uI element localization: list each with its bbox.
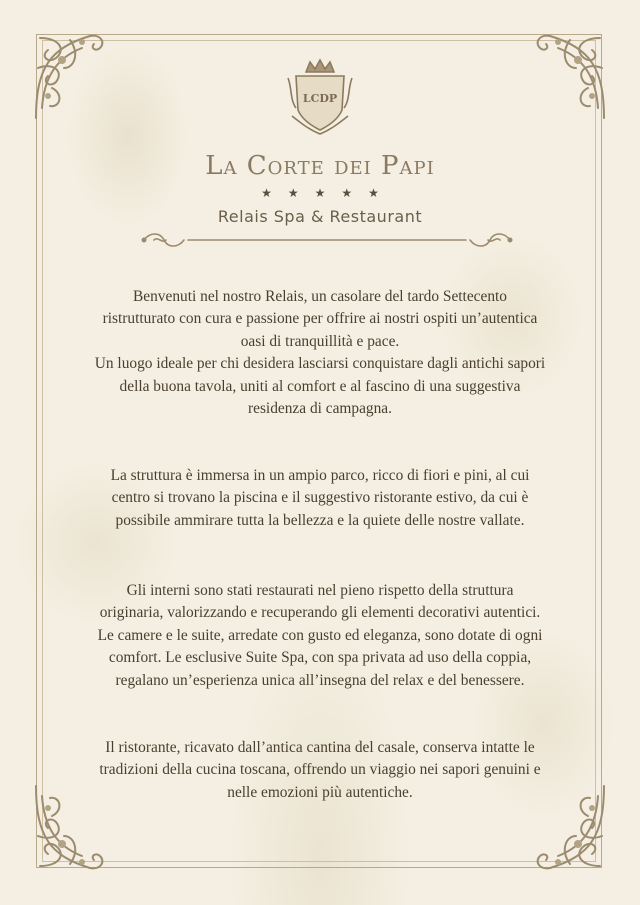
- paragraph-line: possibile ammirare tutta la bellezza e la quiete delle nostre vallate.: [115, 511, 525, 529]
- scroll-divider-icon: [140, 228, 514, 252]
- paragraph-line: centro si trovano la piscina e il suggestivo ristorante estivo, da cui è: [111, 489, 529, 507]
- interiors-paragraph: [70, 580, 570, 692]
- rating-stars: ★★★★★: [261, 186, 395, 200]
- flourish-corner-icon: [30, 28, 114, 124]
- paragraph-line: Il ristorante, ricavato dall’antica cantina del casale, conserva intatte le: [105, 739, 535, 756]
- paragraph-line: comfort. Le esclusive Suite Spa, con spa privata ad uso della coppia,: [108, 649, 532, 667]
- paragraph-line: regalano un’esperienza unica all’insegna del relax e del benessere.: [115, 671, 525, 689]
- brand-name: La Corte dei Papi: [205, 151, 435, 181]
- flourish-corner-icon: [526, 28, 610, 124]
- paragraph-line: residenza di campagna.: [247, 400, 392, 418]
- paragraph-line: Un luogo ideale per chi desidera lasciarsi conquistare dagli antichi sapori: [94, 355, 546, 373]
- paragraph-line: ristrutturato con cura e passione per offrire ai nostri ospiti un’autentica: [102, 310, 538, 328]
- paragraph-line: Gli interni sono stati restaurati nel pieno rispetto della struttura: [126, 582, 514, 599]
- crest-icon: [282, 58, 358, 138]
- paragraph-line: La struttura è immersa in un ampio parco, ricco di fiori e pini, al cui: [110, 467, 530, 484]
- paragraph-line: della buona tavola, uniti al comfort e al fascino di una suggestiva: [119, 377, 521, 395]
- paragraph-line: nelle emozioni più autentiche.: [227, 783, 413, 801]
- grounds-paragraph: [70, 465, 570, 532]
- paragraph-line: Le camere e le suite, arredate con gusto ed eleganza, sono dotate di ogni: [97, 626, 543, 644]
- intro-paragraph: [70, 286, 570, 420]
- paragraph-line: tradizioni della cucina toscana, offrendo un viaggio nei sapori genuini e: [99, 761, 541, 779]
- paragraph-line: originaria, valorizzando e recuperando gli elementi decorativi autentici.: [99, 604, 541, 622]
- crest-monogram: LCDP: [302, 92, 338, 105]
- restaurant-paragraph: [70, 737, 570, 804]
- paragraph-line: oasi di tranquillità e pace.: [240, 332, 400, 350]
- brand-subtitle: Relais Spa & Restaurant: [217, 207, 423, 226]
- paragraph-line: Benvenuti nel nostro Relais, un casolare del tardo Settecento: [133, 288, 507, 305]
